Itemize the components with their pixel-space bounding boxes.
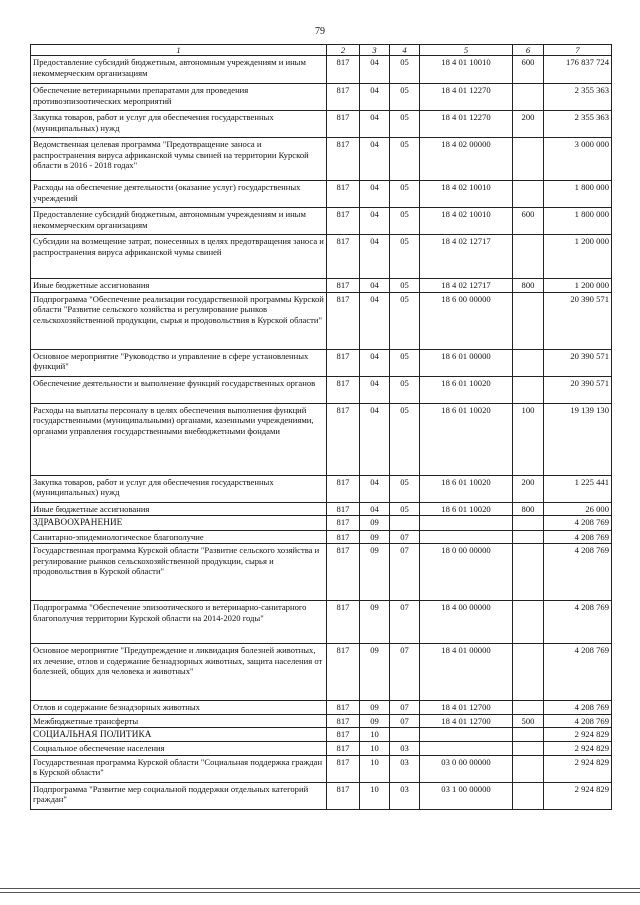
row-amount: 2 355 363 [544, 84, 612, 111]
row-expense-type [513, 292, 544, 349]
row-name: Государственная программа Курской области "Развитие сельского хозяйства и регулирование рынков сельскохозяйственной продукции, сырья и продовольствия в Курской области" [31, 544, 327, 601]
row-ministry-code: 817 [327, 516, 360, 530]
row-subsection-code: 05 [390, 84, 420, 111]
row-expense-type [513, 235, 544, 279]
row-name: Обеспечение ветеринарными препаратами для проведения противоэпизоотических мероприятий [31, 84, 327, 111]
row-amount: 1 800 000 [544, 181, 612, 208]
row-target-code: 03 0 00 00000 [420, 755, 513, 782]
row-expense-type [513, 349, 544, 376]
row-name: Предоставление субсидий бюджетным, автономным учреждениям и иным некоммерческим организациям [31, 56, 327, 84]
row-subsection-code: 05 [390, 403, 420, 475]
row-section-code: 09 [360, 644, 390, 701]
row-amount: 1 225 441 [544, 475, 612, 502]
column-header: 7 [544, 45, 612, 56]
row-amount: 19 139 130 [544, 403, 612, 475]
table-row [31, 376, 612, 403]
row-amount: 176 837 724 [544, 56, 612, 84]
row-amount: 20 390 571 [544, 376, 612, 403]
row-subsection-code [390, 516, 420, 530]
table-row [31, 279, 612, 292]
row-name: Подпрограмма "Обеспечение эпизоотического и ветеринарно-санитарного благополучия территории Курской области на 2014-2020 годы" [31, 601, 327, 644]
page-number: 79 [315, 26, 325, 37]
column-header: 3 [360, 45, 390, 56]
row-expense-type [513, 376, 544, 403]
row-expense-type: 800 [513, 279, 544, 292]
row-target-code: 18 4 02 12717 [420, 235, 513, 279]
column-header: 1 [31, 45, 327, 56]
row-section-code: 10 [360, 782, 390, 809]
row-expense-type: 600 [513, 208, 544, 235]
row-ministry-code: 817 [327, 56, 360, 84]
table-row [31, 138, 612, 181]
row-amount: 4 208 769 [544, 530, 612, 543]
row-section-code: 10 [360, 728, 390, 742]
footer-rule [0, 892, 640, 893]
row-target-code: 18 4 01 12270 [420, 111, 513, 138]
table-row [31, 644, 612, 701]
row-amount: 1 800 000 [544, 208, 612, 235]
row-subsection-code: 07 [390, 644, 420, 701]
row-target-code: 18 4 02 12717 [420, 279, 513, 292]
row-section-code: 04 [360, 349, 390, 376]
row-name: Межбюджетные трансферты [31, 714, 327, 727]
row-amount: 26 000 [544, 502, 612, 515]
row-amount: 20 390 571 [544, 349, 612, 376]
row-ministry-code: 817 [327, 544, 360, 601]
row-target-code: 18 4 02 00000 [420, 138, 513, 181]
row-name: Обеспечение деятельности и выполнение функций государственных органов [31, 376, 327, 403]
table-row [31, 111, 612, 138]
row-ministry-code: 817 [327, 181, 360, 208]
row-name: Иные бюджетные ассигнования [31, 502, 327, 515]
column-header: 6 [513, 45, 544, 56]
row-expense-type: 600 [513, 56, 544, 84]
row-target-code: 18 4 01 00000 [420, 644, 513, 701]
row-subsection-code: 05 [390, 56, 420, 84]
row-expense-type: 200 [513, 111, 544, 138]
row-section-code: 04 [360, 475, 390, 502]
table-row [31, 755, 612, 782]
row-subsection-code: 05 [390, 292, 420, 349]
row-subsection-code: 07 [390, 530, 420, 543]
row-expense-type: 100 [513, 403, 544, 475]
row-target-code [420, 530, 513, 543]
row-expense-type [513, 782, 544, 809]
row-name: Санитарно-эпидемиологическое благополучие [31, 530, 327, 543]
row-section-code: 04 [360, 235, 390, 279]
row-section-code: 04 [360, 138, 390, 181]
row-target-code: 18 4 02 10010 [420, 208, 513, 235]
row-amount: 1 200 000 [544, 235, 612, 279]
row-target-code: 18 4 01 10010 [420, 56, 513, 84]
row-name: Закупка товаров, работ и услуг для обеспечения государственных (муниципальных) нужд [31, 111, 327, 138]
row-name: Расходы на выплаты персоналу в целях обеспечения выполнения функций государственными (муниципальными) органами, казенными учреждениями, органами управления государственными внебюджетными фондами [31, 403, 327, 475]
row-name: Основное мероприятие "Руководство и управление в сфере установленных функций" [31, 349, 327, 376]
row-ministry-code: 817 [327, 728, 360, 742]
row-ministry-code: 817 [327, 376, 360, 403]
row-expense-type: 200 [513, 475, 544, 502]
table-row [31, 516, 612, 530]
table-row [31, 728, 612, 742]
row-target-code: 03 1 00 00000 [420, 782, 513, 809]
row-subsection-code: 05 [390, 181, 420, 208]
table-row [31, 235, 612, 279]
row-section-code: 04 [360, 56, 390, 84]
row-target-code: 18 4 01 12700 [420, 701, 513, 714]
row-section-code: 04 [360, 84, 390, 111]
row-amount: 1 200 000 [544, 279, 612, 292]
row-expense-type: 500 [513, 714, 544, 727]
row-section-code: 09 [360, 544, 390, 601]
row-subsection-code: 05 [390, 208, 420, 235]
row-expense-type [513, 601, 544, 644]
row-section-code: 04 [360, 208, 390, 235]
row-section-code: 10 [360, 755, 390, 782]
row-section-code: 04 [360, 111, 390, 138]
row-ministry-code: 817 [327, 530, 360, 543]
table-row [31, 530, 612, 543]
table-row [31, 403, 612, 475]
row-ministry-code: 817 [327, 208, 360, 235]
row-name: Иные бюджетные ассигнования [31, 279, 327, 292]
row-ministry-code: 817 [327, 279, 360, 292]
table-row [31, 349, 612, 376]
row-ministry-code: 817 [327, 292, 360, 349]
row-subsection-code: 05 [390, 475, 420, 502]
row-subsection-code: 07 [390, 544, 420, 601]
table-row [31, 742, 612, 755]
row-subsection-code: 05 [390, 376, 420, 403]
table-header-row [31, 45, 612, 56]
row-expense-type [513, 516, 544, 530]
row-target-code: 18 4 00 00000 [420, 601, 513, 644]
table-row [31, 292, 612, 349]
column-header: 5 [420, 45, 513, 56]
row-amount: 2 924 829 [544, 782, 612, 809]
row-expense-type [513, 530, 544, 543]
row-subsection-code: 07 [390, 601, 420, 644]
row-ministry-code: 817 [327, 235, 360, 279]
table-row [31, 84, 612, 111]
row-amount: 4 208 769 [544, 644, 612, 701]
row-amount: 2 355 363 [544, 111, 612, 138]
row-target-code: 18 6 00 00000 [420, 292, 513, 349]
table-row [31, 56, 612, 84]
row-target-code [420, 742, 513, 755]
column-header: 4 [390, 45, 420, 56]
row-name: Подпрограмма "Развитие мер социальной поддержки отдельных категорий граждан" [31, 782, 327, 809]
row-name: Основное мероприятие "Предупреждение и ликвидация болезней животных, их лечение, отлов и содержание безнадзорных животных, защита населения от болезней, общих для человека и животных" [31, 644, 327, 701]
row-ministry-code: 817 [327, 403, 360, 475]
row-expense-type [513, 84, 544, 111]
row-subsection-code: 03 [390, 755, 420, 782]
row-target-code: 18 0 00 00000 [420, 544, 513, 601]
row-expense-type [513, 181, 544, 208]
row-target-code: 18 6 01 10020 [420, 475, 513, 502]
row-subsection-code: 07 [390, 701, 420, 714]
row-amount: 4 208 769 [544, 544, 612, 601]
row-name: Предоставление субсидий бюджетным, автономным учреждениям и иным некоммерческим организациям [31, 208, 327, 235]
row-name: Закупка товаров, работ и услуг для обеспечения государственных (муниципальных) нужд [31, 475, 327, 502]
row-expense-type [513, 544, 544, 601]
table-row [31, 475, 612, 502]
row-name: Ведомственная целевая программа "Предотвращение заноса и распространения вируса африканской чумы свиней на территории Курской области в 2016 - 2018 годах" [31, 138, 327, 181]
row-subsection-code: 03 [390, 742, 420, 755]
row-amount: 4 208 769 [544, 714, 612, 727]
row-amount: 2 924 829 [544, 728, 612, 742]
row-expense-type [513, 742, 544, 755]
table-row [31, 544, 612, 601]
row-ministry-code: 817 [327, 742, 360, 755]
row-expense-type [513, 138, 544, 181]
row-section-code: 04 [360, 181, 390, 208]
row-section-code: 10 [360, 742, 390, 755]
row-ministry-code: 817 [327, 138, 360, 181]
row-ministry-code: 817 [327, 475, 360, 502]
row-subsection-code [390, 728, 420, 742]
row-target-code: 18 4 02 10010 [420, 181, 513, 208]
row-target-code: 18 6 01 00000 [420, 349, 513, 376]
table-row [31, 208, 612, 235]
row-name: СОЦИАЛЬНАЯ ПОЛИТИКА [31, 728, 327, 742]
row-section-code: 04 [360, 292, 390, 349]
row-section-code: 09 [360, 516, 390, 530]
table-row [31, 714, 612, 727]
row-target-code: 18 6 01 10020 [420, 502, 513, 515]
table-row [31, 782, 612, 809]
row-subsection-code: 05 [390, 111, 420, 138]
row-ministry-code: 817 [327, 714, 360, 727]
row-expense-type [513, 644, 544, 701]
row-section-code: 04 [360, 502, 390, 515]
row-name: ЗДРАВООХРАНЕНИЕ [31, 516, 327, 530]
row-ministry-code: 817 [327, 701, 360, 714]
row-expense-type: 800 [513, 502, 544, 515]
row-target-code [420, 728, 513, 742]
row-ministry-code: 817 [327, 782, 360, 809]
row-name: Государственная программа Курской области "Социальная поддержка граждан в Курской области" [31, 755, 327, 782]
row-target-code: 18 6 01 10020 [420, 376, 513, 403]
row-target-code: 18 4 01 12700 [420, 714, 513, 727]
row-amount: 3 000 000 [544, 138, 612, 181]
row-target-code: 18 4 01 12270 [420, 84, 513, 111]
row-subsection-code: 05 [390, 279, 420, 292]
row-amount: 4 208 769 [544, 701, 612, 714]
column-header: 2 [327, 45, 360, 56]
row-ministry-code: 817 [327, 84, 360, 111]
row-ministry-code: 817 [327, 502, 360, 515]
budget-table [30, 44, 612, 810]
row-ministry-code: 817 [327, 111, 360, 138]
row-target-code [420, 516, 513, 530]
table-row [31, 181, 612, 208]
row-section-code: 09 [360, 530, 390, 543]
row-subsection-code: 05 [390, 138, 420, 181]
row-subsection-code: 07 [390, 714, 420, 727]
table-row [31, 601, 612, 644]
table-row [31, 701, 612, 714]
row-ministry-code: 817 [327, 349, 360, 376]
row-name: Субсидии на возмещение затрат, понесенных в целях предотвращения заноса и распространения вируса африканской чумы свиней [31, 235, 327, 279]
row-section-code: 04 [360, 403, 390, 475]
row-expense-type [513, 701, 544, 714]
row-section-code: 04 [360, 376, 390, 403]
row-subsection-code: 05 [390, 502, 420, 515]
row-section-code: 09 [360, 714, 390, 727]
row-expense-type [513, 755, 544, 782]
footer-rule [0, 888, 640, 889]
row-amount: 4 208 769 [544, 601, 612, 644]
row-name: Социальное обеспечение населения [31, 742, 327, 755]
row-subsection-code: 03 [390, 782, 420, 809]
row-name: Расходы на обеспечение деятельности (оказание услуг) государственных учреждений [31, 181, 327, 208]
row-subsection-code: 05 [390, 235, 420, 279]
row-name: Отлов и содержание безнадзорных животных [31, 701, 327, 714]
table-row [31, 502, 612, 515]
row-amount: 20 390 571 [544, 292, 612, 349]
row-target-code: 18 6 01 10020 [420, 403, 513, 475]
row-subsection-code: 05 [390, 349, 420, 376]
row-ministry-code: 817 [327, 601, 360, 644]
row-amount: 2 924 829 [544, 755, 612, 782]
row-amount: 2 924 829 [544, 742, 612, 755]
row-amount: 4 208 769 [544, 516, 612, 530]
row-section-code: 09 [360, 601, 390, 644]
row-section-code: 09 [360, 701, 390, 714]
row-ministry-code: 817 [327, 644, 360, 701]
row-name: Подпрограмма "Обеспечение реализации государственной программы Курской области "Развитие сельского хозяйства и регулирование рынков сельскохозяйственной продукции, сырья и продовольствия в Курской области" [31, 292, 327, 349]
row-expense-type [513, 728, 544, 742]
row-ministry-code: 817 [327, 755, 360, 782]
row-section-code: 04 [360, 279, 390, 292]
